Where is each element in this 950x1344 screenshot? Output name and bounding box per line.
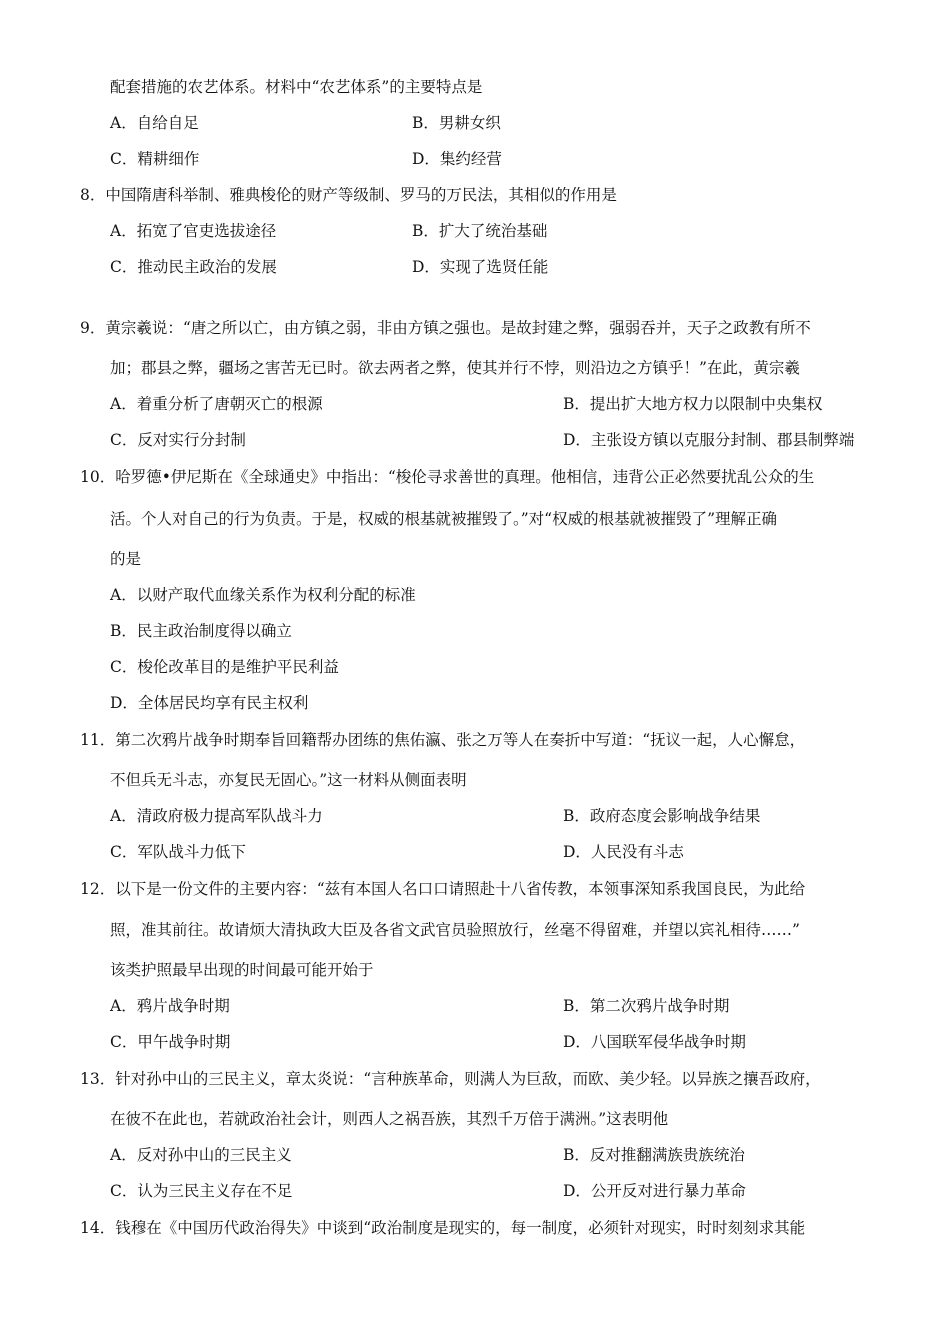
- q12-stem: 12．以下是一份文件的主要内容：“兹有本国人名口口请照赴十八省传教，本领事深知系我国良民，为此给: [80, 880, 806, 898]
- q7-option-a: A．自给自足: [110, 114, 199, 132]
- q12-stem-cont: 照，准其前往。故请烦大清执政大臣及各省文武官员验照放行，丝毫不得留难，并望以宾礼相待……”: [110, 921, 800, 939]
- q13-option-d: D．公开反对进行暴力革命: [563, 1182, 746, 1200]
- q7-option-d: D．集约经营: [412, 150, 502, 168]
- q7-option-b: B．男耕女织: [412, 114, 501, 132]
- q10-option-c: C．梭伦改革目的是维护平民利益: [110, 658, 339, 676]
- q10-stem: 10．哈罗德•伊尼斯在《全球通史》中指出：“梭伦寻求善世的真理。他相信，违背公正必然要扰乱公众的生: [80, 468, 815, 486]
- q12-option-d: D．八国联军侵华战争时期: [563, 1033, 746, 1051]
- q13-option-c: C．认为三民主义存在不足: [110, 1182, 293, 1200]
- q13-option-a: A．反对孙中山的三民主义: [110, 1146, 292, 1164]
- q7-option-c: C．精耕细作: [110, 150, 200, 168]
- q13-stem-cont: 在彼不在此也，若就政治社会计，则西人之祸吾族，其烈千万倍于满洲。”这表明他: [110, 1110, 669, 1128]
- q11-option-b: B．政府态度会影响战争结果: [563, 807, 761, 825]
- q14-stem: 14．钱穆在《中国历代政治得失》中谈到“政治制度是现实的，每一制度，必须针对现实，时时刻刻求其能: [80, 1219, 806, 1237]
- q8-option-c: C．推动民主政治的发展: [110, 258, 277, 276]
- q8-option-a: A．拓宽了官吏选拔途径: [110, 222, 277, 240]
- q11-option-a: A．清政府极力提高军队战斗力: [110, 807, 323, 825]
- q12-option-a: A．鸦片战争时期: [110, 997, 230, 1015]
- q8-option-b: B．扩大了统治基础: [412, 222, 548, 240]
- q9-option-c: C．反对实行分封制: [110, 431, 246, 449]
- q13-stem: 13．针对孙中山的三民主义，章太炎说：“言种族革命，则满人为巨敌，而欧、美少轻。以异族之攘吾政府，: [80, 1070, 821, 1088]
- q13-option-b: B．反对推翻满族贵族统治: [563, 1146, 745, 1164]
- q10-option-a: A．以财产取代血缘关系作为权利分配的标准: [110, 586, 416, 604]
- q9-option-d: D．主张设方镇以克服分封制、郡县制弊端: [563, 431, 855, 449]
- q9-stem: 9．黄宗羲说：“唐之所以亡，由方镇之弱，非由方镇之强也。是故封建之弊，强弱吞并，天子之政教有所不: [80, 319, 811, 337]
- q9-option-b: B．提出扩大地方权力以限制中央集权: [563, 395, 823, 413]
- q12-option-b: B．第二次鸦片战争时期: [563, 997, 730, 1015]
- q10-option-b: B．民主政治制度得以确立: [110, 622, 292, 640]
- q7-stem-end: 配套措施的农艺体系。材料中“农艺体系”的主要特点是: [110, 78, 483, 96]
- q11-option-c: C．军队战斗力低下: [110, 843, 246, 861]
- q12-stem-cont2: 该类护照最早出现的时间最可能开始于: [110, 961, 374, 979]
- q10-option-d: D．全体居民均享有民主权利: [110, 694, 309, 712]
- q8-option-d: D．实现了选贤任能: [412, 258, 549, 276]
- q9-option-a: A．着重分析了唐朝灭亡的根源: [110, 395, 323, 413]
- q10-stem-cont: 活。个人对自己的行为负责。于是，权威的根基就被摧毁了。”对“权威的根基就被摧毁了”理解正确: [110, 510, 778, 528]
- q10-stem-cont2: 的是: [110, 550, 142, 568]
- q12-option-c: C．甲午战争时期: [110, 1033, 231, 1051]
- q8-stem: 8．中国隋唐科举制、雅典梭伦的财产等级制、罗马的万民法，其相似的作用是: [80, 186, 617, 204]
- q11-option-d: D．人民没有斗志: [563, 843, 684, 861]
- q9-stem-cont: 加；郡县之弊，疆场之害苦无已时。欲去两者之弊，使其并行不悖，则沿边之方镇乎！”在此，黄宗羲: [110, 359, 800, 377]
- q11-stem-cont: 不但兵无斗志，亦复民无固心。”这一材料从侧面表明: [110, 771, 467, 789]
- q11-stem: 11．第二次鸦片战争时期奉旨回籍帮办团练的焦佑瀛、张之万等人在奏折中写道：“抚议一起，人心懈怠，: [80, 731, 806, 749]
